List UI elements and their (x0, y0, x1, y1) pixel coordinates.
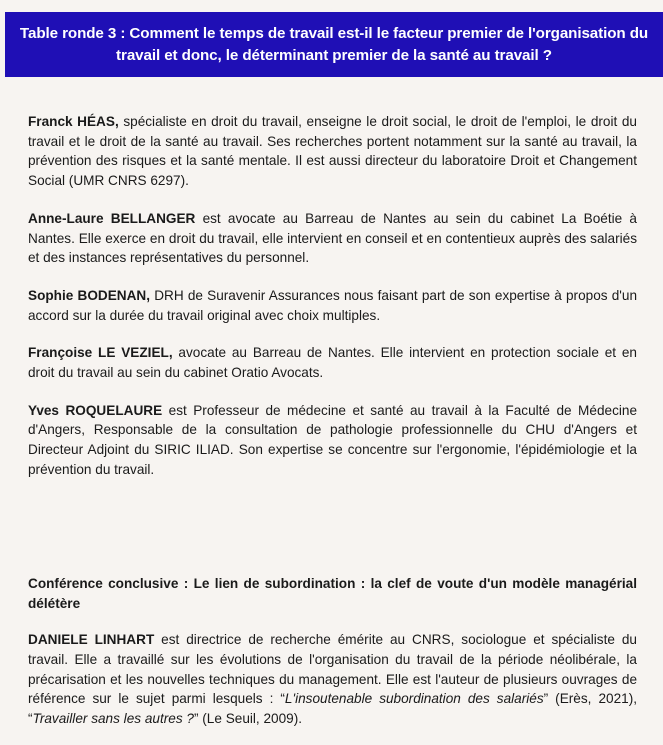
section-spacer (28, 498, 637, 574)
conclusion-bio-part1: est directrice de recherche émérite au CNRS, sociologue et spécialiste du travail. Elle a travaillé sur les évolutions de l'organisation du travail de la période néolibérale, la précarisation et les nouvelles techniques du management. Elle est l'auteur de plusieurs ouvrages de référence sur le sujet parmi lesquels : “ (28, 632, 637, 707)
speaker-paragraph-le-veziel (28, 343, 637, 382)
speaker-bio-roquelaure: est Professeur de médecine et santé au travail à la Faculté de Médecine d'Angers, Responsable de la consultation de pathologie professionnelle du CHU d'Angers et Directeur Adjoint du SIRIC ILIAD. Son expertise se concentre sur l'ergonomie, l'épidémiologie et la prévention du travail. (28, 402, 638, 477)
conclusion-bio-part3: ” (Le Seuil, 2009). (193, 711, 303, 727)
speaker-paragraph-bellanger (28, 209, 637, 268)
speaker-name-bodenan: Sophie BODENAN, (28, 287, 151, 303)
speaker-name-roquelaure: Yves ROQUELAURE (28, 402, 163, 418)
banner-title: Table ronde 3 : Comment le temps de travail est-il le facteur premier de l'organisation du travail et donc, le déterminant premier de la santé au travail ? (19, 24, 649, 64)
speaker-bio-bodenan: DRH de Suravenir Assurances nous faisant part de son expertise à propos d'un accord sur la durée du travail original avec choix multiples. (28, 287, 638, 323)
speaker-name-heas: Franck HÉAS, (28, 114, 119, 129)
speaker-bio-heas: spécialiste en droit du travail, enseigne le droit social, le droit de l'emploi, le droit du travail et le droit de la santé au travail. Ses recherches portent notamment sur la santé au travail, la prévention des risques et la santé mentale. Il est aussi directeur du laboratoire Droit et Changement Social (UMR CNRS 6297). (28, 114, 637, 189)
speaker-paragraph-heas (28, 112, 637, 191)
conclusion-heading: Conférence conclusive : Le lien de subordination : la clef de voute d'un modèle managérial délétère (28, 575, 637, 611)
speaker-name-linhart: DANIELE LINHART (28, 632, 155, 648)
section-title-banner (5, 12, 663, 77)
conclusion-bio-part2: ” (Erès, 2021), “ (28, 691, 637, 727)
book-title-one: L'insoutenable subordination des salariés (284, 691, 544, 707)
conclusion-paragraph-linhart (28, 630, 637, 729)
speaker-name-bellanger: Anne-Laure BELLANGER (28, 210, 196, 226)
speaker-bio-le-veziel: avocate au Barreau de Nantes. Elle intervient en protection sociale et en droit du travail au sein du cabinet Oratio Avocats. (28, 345, 637, 381)
book-title-two: Travailler sans les autres ? (32, 711, 194, 727)
speaker-paragraph-bodenan (28, 286, 637, 325)
speaker-name-le-veziel: Françoise LE VEZIEL, (28, 345, 173, 361)
speaker-paragraph-roquelaure (28, 401, 637, 480)
speaker-bio-bellanger: est avocate au Barreau de Nantes au sein du cabinet La Boétie à Nantes. Elle exerce en droit du travail, elle intervient en conseil et en contentieux auprès des salariés et des instances représentatives du personnel. (28, 210, 637, 266)
document-body (28, 112, 637, 729)
